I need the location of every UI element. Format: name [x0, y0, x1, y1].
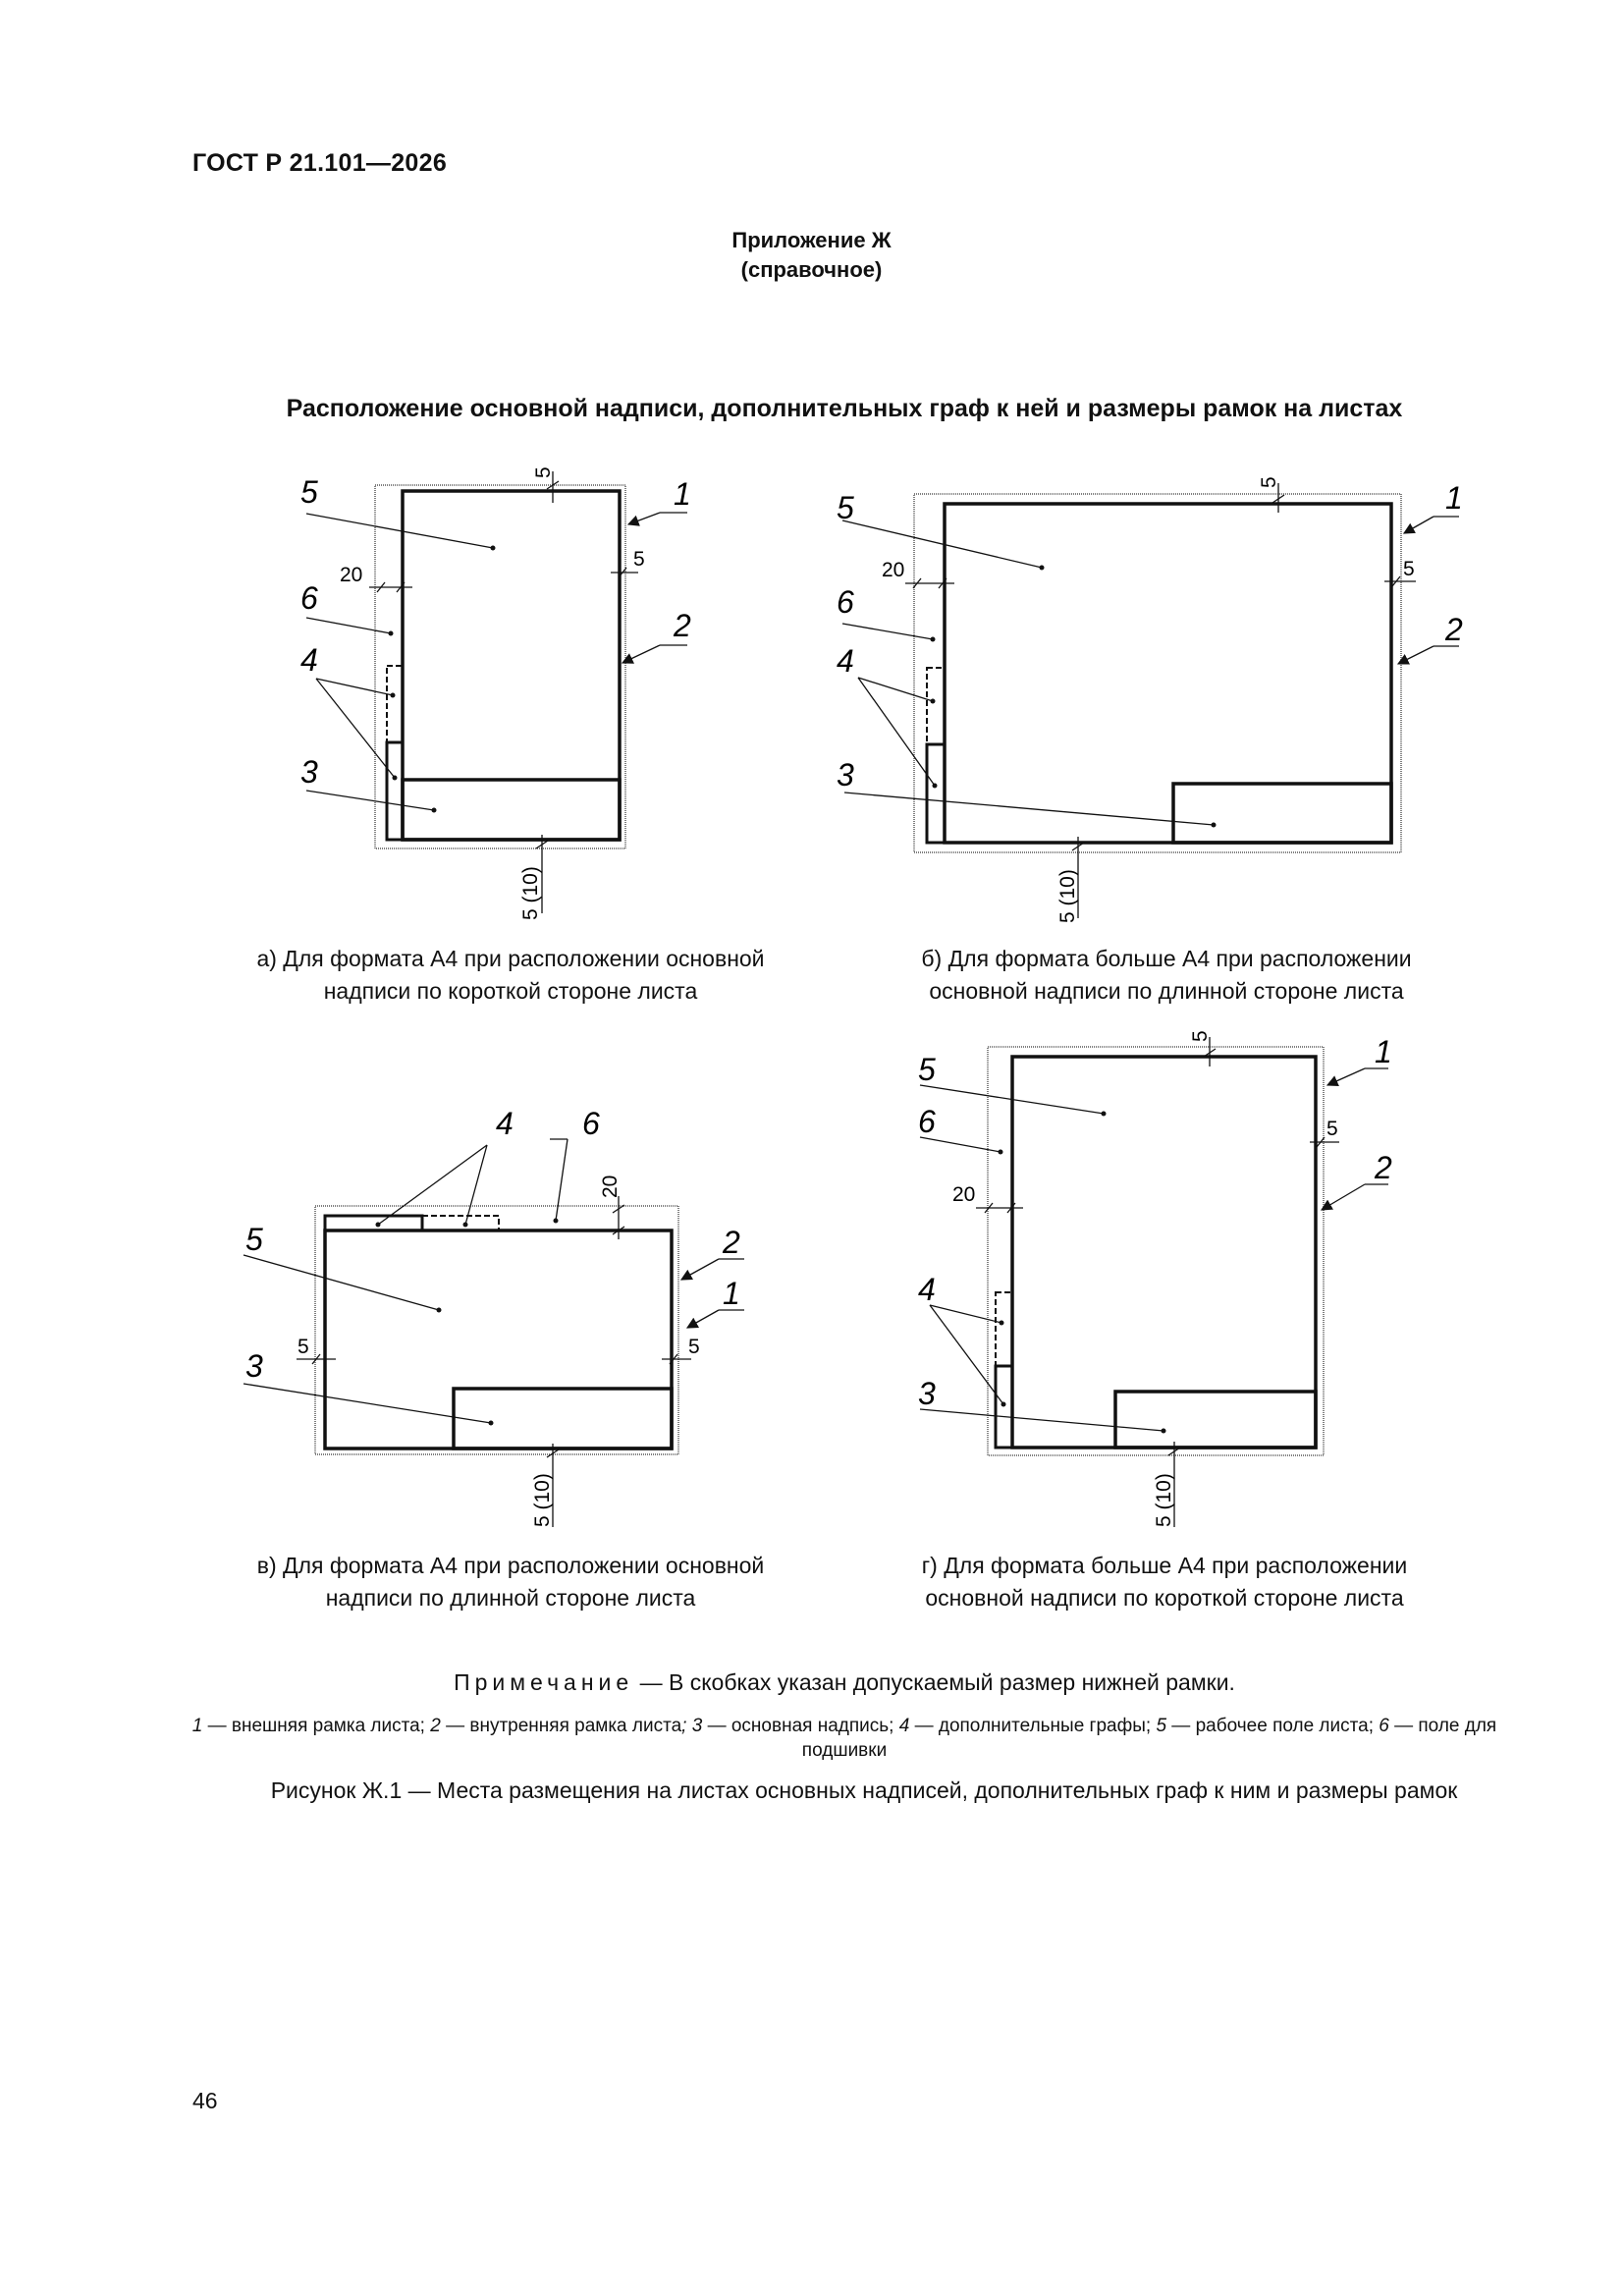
- caption-a-line1: а) Для формата А4 при расположении основной: [256, 946, 765, 971]
- outer-frame-b: [914, 494, 1401, 852]
- legend-text-4: — дополнительные графы;: [909, 1716, 1157, 1736]
- diagram-b: [837, 476, 1463, 923]
- caption-v-line1: в) Для формата А4 при расположении основной: [256, 1553, 765, 1578]
- label-1: 1: [723, 1276, 740, 1311]
- appendix-title: Приложение Ж: [731, 228, 892, 252]
- dim-bottom: 5 (10): [531, 1473, 554, 1527]
- extra-column-dashed-b: [927, 668, 945, 744]
- label-4: 4: [837, 643, 854, 679]
- label-4: 4: [496, 1106, 514, 1141]
- note-text: — В скобках указан допускаемый размер нижней рамки.: [633, 1669, 1235, 1695]
- caption-v: [206, 1550, 815, 1614]
- diagram-g: [918, 1030, 1392, 1527]
- label-6: 6: [582, 1106, 600, 1141]
- legend-text-1: — внешняя рамка листа;: [202, 1716, 431, 1736]
- label-2: 2: [723, 1225, 740, 1260]
- label-4: 4: [918, 1272, 936, 1307]
- label-3: 3: [245, 1348, 263, 1384]
- legend-num-5: 5: [1156, 1716, 1167, 1736]
- caption-g: [860, 1550, 1469, 1614]
- title-block-b: [1173, 784, 1391, 843]
- legend-num-1: 1: [191, 1716, 203, 1736]
- diagram-v: [243, 1106, 744, 1527]
- extra-column-b: [927, 744, 945, 843]
- label-6: 6: [837, 584, 854, 620]
- document-code: ГОСТ Р 21.101—2026: [192, 149, 448, 177]
- dim-right: 5: [1326, 1118, 1338, 1140]
- legend-text-5: — рабочее поле листа;: [1166, 1716, 1380, 1736]
- caption-b-line2: основной надписи по длинной стороне листа: [929, 978, 1404, 1004]
- caption-b-line1: б) Для формата больше А4 при расположении: [921, 946, 1412, 971]
- label-3: 3: [918, 1376, 936, 1411]
- legend-text-2: — внутренняя рамка листа: [440, 1716, 682, 1736]
- dim-top: 20: [599, 1175, 622, 1198]
- legend-num-2: 2: [430, 1716, 441, 1736]
- label-5: 5: [837, 490, 854, 525]
- outer-frame-g: [988, 1047, 1324, 1455]
- extra-column-v: [325, 1216, 422, 1230]
- label-1: 1: [1445, 480, 1463, 516]
- caption-b: [862, 943, 1471, 1008]
- label-6: 6: [918, 1104, 936, 1139]
- label-4: 4: [300, 642, 318, 678]
- outer-frame-a: [375, 485, 625, 848]
- legend-num-4: 4: [898, 1716, 910, 1736]
- figure-caption: Рисунок Ж.1 — Места размещения на листах основных надписей, дополнительных граф к ним и размеры рамок: [270, 1777, 1458, 1803]
- dim-bottom: 5 (10): [519, 866, 542, 920]
- dim-left: 5: [298, 1336, 309, 1358]
- extra-column-dashed-a: [387, 666, 403, 742]
- label-5: 5: [918, 1052, 936, 1087]
- label-2: 2: [1375, 1150, 1392, 1185]
- label-6: 6: [300, 580, 318, 616]
- caption-v-line2: надписи по длинной стороне листа: [325, 1585, 696, 1611]
- extra-column-a: [387, 742, 403, 840]
- dim-right: 5: [633, 548, 645, 571]
- legend-text-6: — поле для подшивки: [801, 1716, 1497, 1761]
- extra-column-g: [996, 1366, 1012, 1448]
- inner-frame-v: [325, 1230, 672, 1449]
- label-5: 5: [245, 1222, 263, 1257]
- label-1: 1: [674, 476, 691, 512]
- legend-num-3: ; 3: [681, 1716, 703, 1736]
- dim-bottom: 5 (10): [1056, 869, 1079, 923]
- note-label: Примечание: [454, 1669, 634, 1695]
- section-title: Расположение основной надписи, дополнительных граф к ней и размеры рамок на листах: [286, 395, 1403, 422]
- extra-column-dashed-g: [996, 1292, 1012, 1366]
- appendix-kind: (справочное): [740, 257, 883, 282]
- inner-frame-a: [403, 491, 620, 840]
- dim-top: 5: [1258, 476, 1280, 488]
- caption-a-line2: надписи по короткой стороне листа: [323, 978, 698, 1004]
- inner-frame-g: [1012, 1057, 1316, 1448]
- legend-text-3: — основная надпись;: [702, 1716, 899, 1736]
- label-3: 3: [300, 754, 318, 790]
- dim-bottom: 5 (10): [1153, 1473, 1175, 1527]
- dim-right: 5: [688, 1336, 700, 1358]
- dim-left: 20: [952, 1183, 976, 1206]
- legend-num-6: 6: [1379, 1716, 1389, 1736]
- label-2: 2: [1445, 612, 1463, 647]
- note: [0, 1669, 1623, 1696]
- title-block-v: [454, 1389, 672, 1449]
- label-3: 3: [837, 757, 854, 793]
- title-block-g: [1115, 1392, 1316, 1448]
- outer-frame-v: [315, 1206, 678, 1454]
- label-1: 1: [1375, 1034, 1392, 1069]
- extra-column-dashed-v: [422, 1216, 499, 1230]
- diagram-a: [300, 466, 691, 920]
- page-number: 46: [192, 2088, 218, 2113]
- dim-top: 5: [1189, 1030, 1212, 1042]
- dim-left: 20: [340, 564, 363, 586]
- legend: [187, 1714, 1502, 1763]
- caption-a: [206, 943, 815, 1008]
- caption-g-line1: г) Для формата больше А4 при расположении: [921, 1553, 1408, 1578]
- inner-frame-b: [945, 504, 1391, 843]
- dim-top: 5: [532, 466, 555, 478]
- label-2: 2: [674, 608, 691, 643]
- dim-left: 20: [882, 559, 905, 581]
- dim-right: 5: [1403, 558, 1415, 580]
- label-5: 5: [300, 474, 318, 510]
- caption-g-line2: основной надписи по короткой стороне листа: [925, 1585, 1404, 1611]
